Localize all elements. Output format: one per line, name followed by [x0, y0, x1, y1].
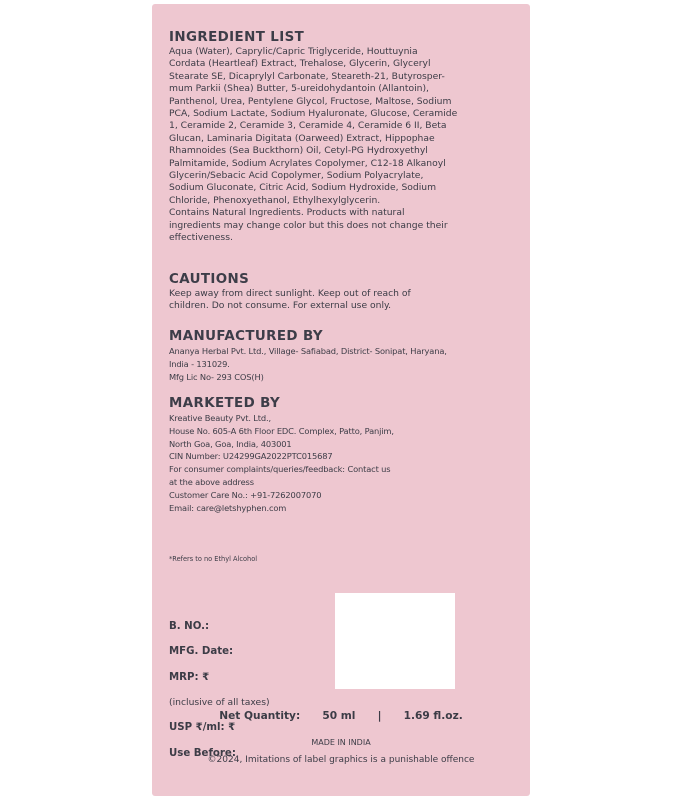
- mrp-note: (inclusive of all taxes): [169, 696, 270, 708]
- net-quantity: [152, 710, 530, 722]
- mrp-label: MRP: ₹: [169, 671, 210, 683]
- batch-number-label: B. NO.:: [169, 620, 210, 632]
- product-label: [152, 4, 530, 796]
- manufactured-heading: MANUFACTURED BY: [169, 329, 323, 344]
- net-quantity-separator: |: [377, 710, 382, 722]
- cautions-text: Keep away from direct sunlight. Keep out of reach of children. Do not consume. For external use only.: [169, 288, 411, 312]
- net-quantity-label: Net Quantity:: [219, 710, 301, 722]
- made-in: MADE IN INDIA: [311, 738, 371, 747]
- usp-label: USP ₹/ml: ₹: [169, 722, 236, 734]
- ingredient-heading: INGREDIENT LIST: [169, 30, 305, 45]
- marketed-section: [169, 396, 519, 514]
- marketed-heading: MARKETED BY: [169, 396, 281, 411]
- copyright: ©2024, Imitations of label graphics is a punishable offence: [207, 755, 475, 765]
- manufactured-text: Ananya Herbal Pvt. Ltd., Village- Safiabad, District- Sonipat, Haryana, India - 131029. Mfg Lic No- 293 COS(H): [169, 346, 447, 382]
- footnote: *Refers to no Ethyl Alcohol: [169, 555, 258, 563]
- manufactured-section: [169, 329, 519, 383]
- net-quantity-ml: 50 ml: [322, 710, 356, 722]
- net-quantity-floz: 1.69 fl.oz.: [403, 710, 463, 722]
- ingredient-section: [169, 30, 519, 245]
- batch-print-box: [335, 593, 455, 689]
- marketed-text: Kreative Beauty Pvt. Ltd., House No. 605-A 6th Floor EDC. Complex, Patto, Panjim, North Goa, Goa, India, 403001 CIN Number: U24299GA2022PTC015687 For consumer complaints/queries/feedback: Contact us at the above address Customer Care No.: +91-7262007070 Email: care@letshyphen.com: [169, 413, 394, 513]
- cautions-section: [169, 272, 519, 313]
- mfg-date-label: MFG. Date:: [169, 646, 234, 658]
- use-before-label: Use Before:: [169, 747, 236, 759]
- ingredient-text: Aqua (Water), Caprylic/Capric Triglyceride, Houttuynia Cordata (Heartleaf) Extract, Trehalose, Glycerin, Glyceryl Stearate SE, Dicaprylyl Carbonate, Steareth-21, Butyrosper- mum Parkii (Shea) Butter, 5-ureidohydantoin (Allantoin), Panthenol, Urea, Pentylene Glycol, Fructose, Maltose, Sodium PCA, Sodium Lactate, Sodium Hyaluronate, Glucose, Ceramide 1, Ceramide 2, Ceramide 3, Ceramide 4, Ceramide 6 II, Beta Glucan, Laminaria Digitata (Oarweed) Extract, Hippophae Rhamnoides (Sea Buckthorn) Oil, Cetyl-PG Hydroxyethyl Palmitamide, Sodium Acrylates Copolymer, C12-18 Alkanoyl Glycerin/Sebacic Acid Copolymer, Sodium Polyacrylate, Sodium Gluconate, Citric Acid, Sodium Hydroxide, Sodium Chloride, Phenoxyethanol, Ethylhexylglycerin. Contains Natural Ingredients. Products with natural ingredients may change color but this does not change their effectiveness.: [169, 46, 458, 244]
- cautions-heading: CAUTIONS: [169, 272, 250, 287]
